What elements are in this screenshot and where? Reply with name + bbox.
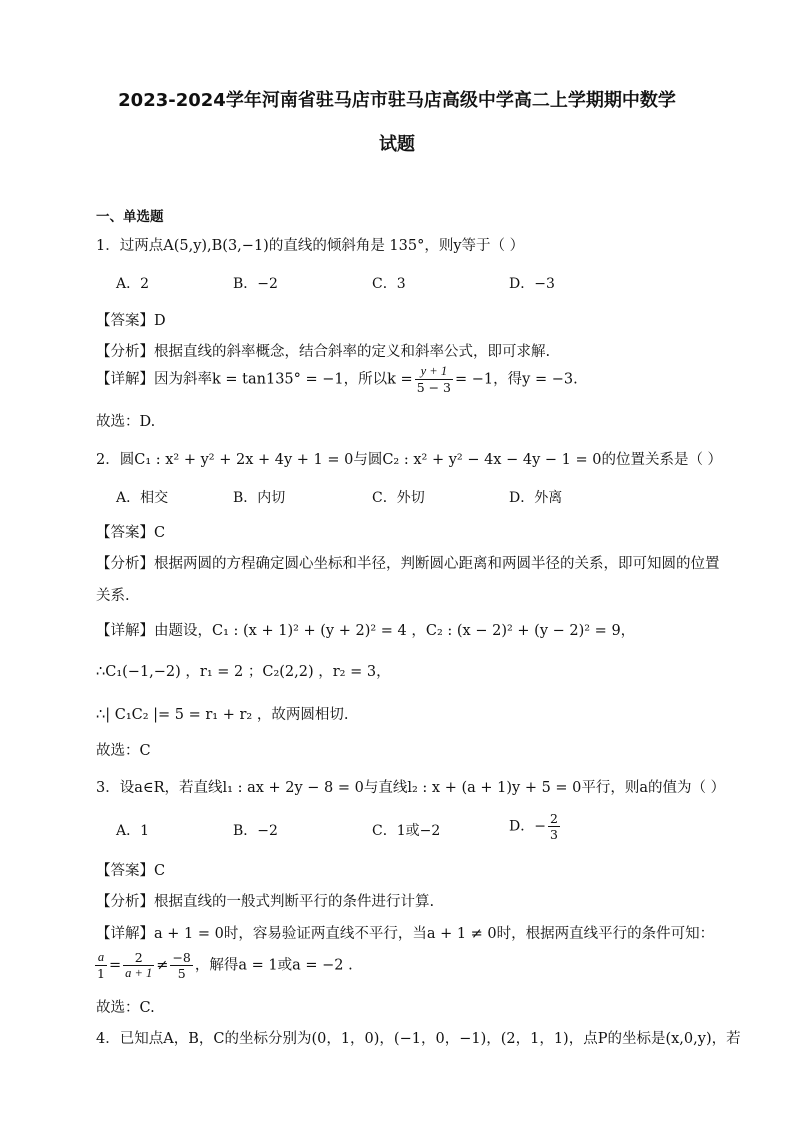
q3-equation [93,950,353,981]
q1-detail [96,364,578,395]
q1-option-c: C．3 [372,276,406,292]
q1-answer [96,309,166,330]
answer-label: 【答案】 [96,863,154,879]
q3-neq-sign: ≠ [156,957,169,974]
q4-stem: 4．已知点A，B，C的坐标分别为(0，1，0)，(−1，0，−1)，(2，1，1)，点P的坐标是(x,0,y)，若 [96,1031,741,1047]
q3-frac3 [170,950,192,981]
q2-option-b: B．内切 [233,490,286,506]
q3-frac1 [95,950,107,981]
q2-analysis-cont: 关系. [96,588,130,604]
detail-label: 【详解】 [96,371,154,388]
q2-option-d: D．外离 [509,490,563,506]
q3-option-b: B．−2 [233,823,278,839]
q3-option-d-label: D．− [509,818,546,835]
q3-option-d [509,811,562,842]
q3-frac2-num: 2 [123,950,154,966]
q2-option-a: A．相交 [116,490,169,506]
q3-frac2 [123,950,154,981]
q1-analysis-text: 根据直线的斜率概念，结合斜率的定义和斜率公式，即可求解. [154,344,551,360]
q3-frac3-num: −8 [172,950,191,965]
q2-option-c: C．外切 [372,490,425,506]
detail-label: 【详解】 [96,926,154,942]
q2-step1: ∴C₁(−1,−2) ，r₁ = 2 ；C₂(2,2) ，r₂ = 3， [96,664,391,680]
q2-analysis-text: 根据两圆的方程确定圆心坐标和半径，判断圆心距离和两圆半径的关系，即可知圆的位置 [154,556,720,572]
q1-analysis [96,340,550,361]
q3-eq-sign: = [108,957,122,974]
detail-label: 【详解】 [96,623,154,639]
q1-detail-pre: 因为斜率k = tan135° = −1，所以k = [154,371,413,388]
q1-fraction [415,364,453,395]
answer-label: 【答案】 [96,525,154,541]
analysis-label: 【分析】 [96,556,154,572]
q1-fraction-num: y + 1 [415,364,453,380]
q1-choose: 故选：D. [96,414,156,430]
q1-stem: 1．过两点A(5,y),B(3,−1)的直线的倾斜角是 135°，则y等于（ ） [96,238,525,254]
q1-fraction-den: 5 − 3 [416,380,452,395]
q3-choose: 故选：C. [96,1000,155,1016]
q3-analysis [96,890,434,911]
q3-option-d-fraction [548,811,560,842]
q3-option-d-den: 3 [549,827,558,842]
q2-analysis [96,552,720,573]
q3-answer [96,859,165,880]
q3-frac1-den: 1 [97,966,105,981]
q2-detail [96,619,635,640]
q1-detail-post: = −1，得y = −3. [455,371,578,388]
q3-frac3-den: 5 [177,966,186,981]
analysis-label: 【分析】 [96,344,154,360]
q2-answer-value: C [154,525,166,541]
q3-frac1-num: a [95,950,107,966]
q1-answer-value: D [154,313,166,329]
q1-option-a: A．2 [116,276,150,292]
q2-detail-text: 由题设，C₁ : (x + 1)² + (y + 2)² = 4 ，C₂ : (x − 2)² + (y − 2)² = 9， [154,623,636,639]
q3-stem: 3．设a∈R，若直线l₁ : ax + 2y − 8 = 0与直线l₂ : x + (a + 1)y + 5 = 0平行，则a的值为（ ） [96,780,726,796]
q3-frac2-den: a + 1 [125,966,153,980]
document-title-line1: 2023-2024学年河南省驻马店市驻马店高级中学高二上学期期中数学 [118,90,676,111]
q2-choose: 故选：C [96,743,151,759]
analysis-label: 【分析】 [96,894,154,910]
q3-option-a: A．1 [116,823,150,839]
q3-detail-text: a + 1 = 0时，容易验证两直线不平行，当a + 1 ≠ 0时，根据两直线平行的条件可知： [154,926,715,942]
q2-stem: 2．圆C₁ : x² + y² + 2x + 4y + 1 = 0与圆C₂ : x² + y² − 4x − 4y − 1 = 0的位置关系是（ ） [96,452,723,468]
document-title-line2: 试题 [379,134,415,155]
q3-option-d-num: 2 [549,811,558,826]
q2-answer [96,521,165,542]
q3-answer-value: C [154,863,166,879]
section-heading: 一、单选题 [96,209,164,225]
q3-detail [96,922,714,943]
q1-option-d: D．−3 [509,276,555,292]
q3-solve: ，解得a = 1或a = −2 . [194,957,353,974]
q2-step2: ∴| C₁C₂ |= 5 = r₁ + r₂ ，故两圆相切. [96,707,349,723]
q3-analysis-text: 根据直线的一般式判断平行的条件进行计算. [154,894,435,910]
q1-option-b: B．−2 [233,276,278,292]
q3-option-c: C．1或−2 [372,823,441,839]
answer-label: 【答案】 [96,313,154,329]
